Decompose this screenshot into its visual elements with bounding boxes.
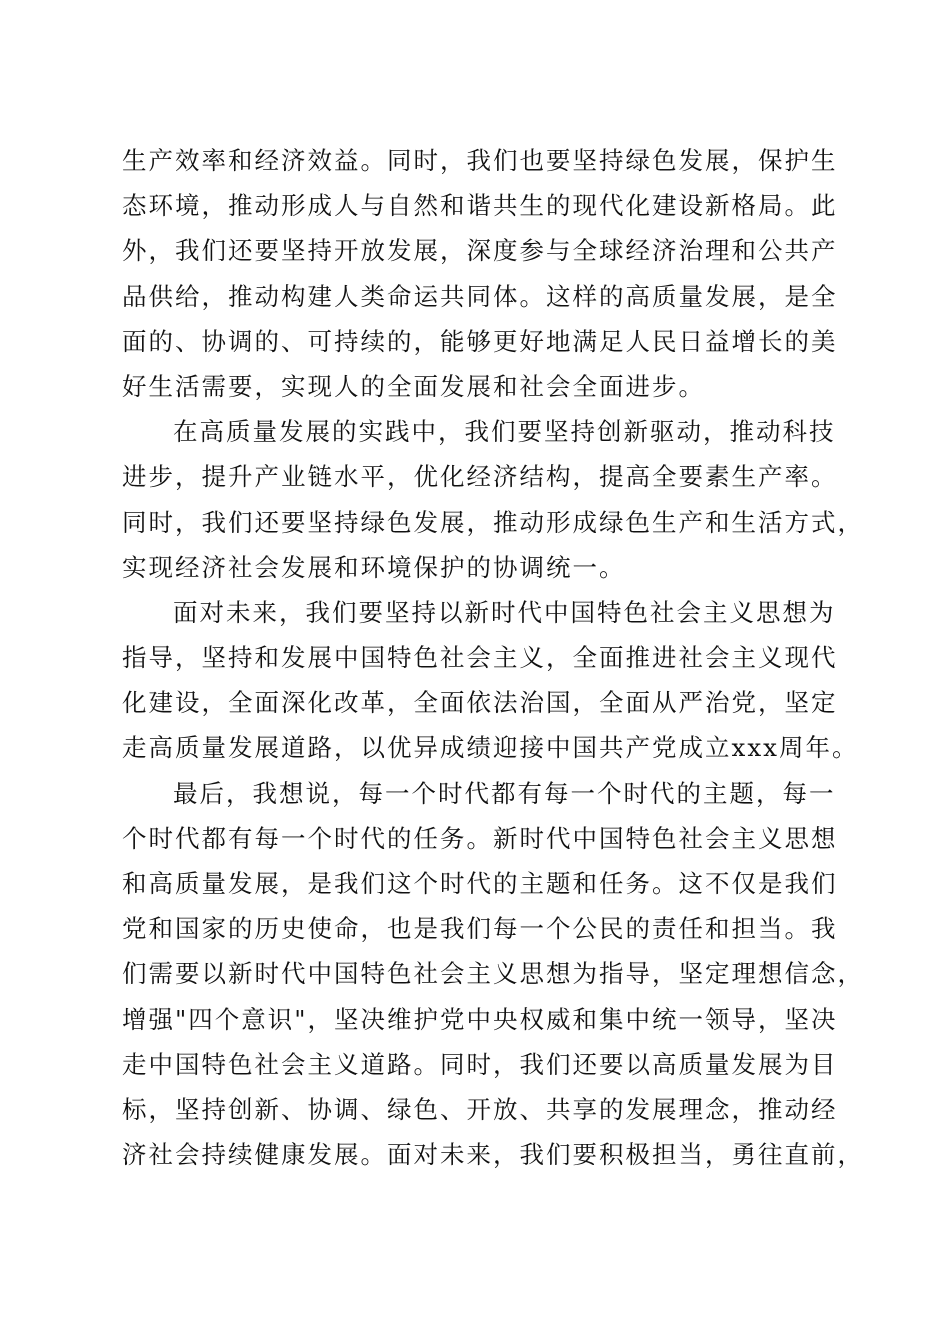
text-line: 态环境，推动形成人与自然和谐共生的现代化建设新格局。此: [122, 191, 838, 221]
text-line: 在高质量发展的实践中，我们要坚持创新驱动，推动科技: [173, 417, 836, 447]
text-line: 面的、协调的、可持续的，能够更好地满足人民日益增长的美: [122, 326, 838, 356]
text-line: 同时，我们还要坚持绿色发展，推动形成绿色生产和生活方式，: [122, 507, 864, 537]
text-line: 进步，提升产业链水平，优化经济结构，提高全要素生产率。: [122, 462, 838, 492]
text-line: 生产效率和经济效益。同时，我们也要坚持绿色发展，保护生: [122, 146, 838, 175]
text-line: 和高质量发展，是我们这个时代的主题和任务。这不仅是我们: [122, 869, 838, 898]
paragraph-1: [122, 138, 838, 409]
text-line: 最后，我想说，每一个时代都有每一个时代的主题，每一: [173, 778, 836, 808]
text-line: 化建设，全面深化改革，全面依法治国，全面从严治党，坚定: [122, 688, 838, 718]
text-line: 好生活需要，实现人的全面发展和社会全面进步。: [122, 371, 705, 401]
text-line: 面对未来，我们要坚持以新时代中国特色社会主义思想为: [173, 597, 836, 627]
text-line: 们需要以新时代中国特色社会主义思想为指导，坚定理想信念，: [122, 959, 864, 989]
text-line: 外，我们还要坚持开放发展，深度参与全球经济治理和公共产: [122, 236, 838, 266]
text-line: 标，坚持创新、协调、绿色、开放、共享的发展理念，推动经: [122, 1094, 838, 1124]
text-line: 个时代都有每一个时代的任务。新时代中国特色社会主义思想: [122, 823, 838, 853]
text-line: 党和国家的历史使命，也是我们每一个公民的责任和担当。我: [122, 914, 838, 944]
text-line: 走高质量发展道路，以优异成绩迎接中国共产党成立xxx周年。: [122, 733, 859, 763]
document-body: [122, 138, 864, 1177]
text-line: 品供给，推动构建人类命运共同体。这样的高质量发展，是全: [122, 281, 838, 311]
paragraph-4: [122, 771, 864, 1178]
paragraph-3: [122, 590, 859, 771]
paragraph-2: [122, 409, 864, 590]
text-line: 指导，坚持和发展中国特色社会主义，全面推进社会主义现代: [122, 643, 838, 673]
text-line: 济社会持续健康发展。面对未来，我们要积极担当，勇往直前，: [122, 1140, 864, 1170]
text-line: 实现经济社会发展和环境保护的协调统一。: [122, 552, 626, 582]
text-line: 走中国特色社会主义道路。同时，我们还要以高质量发展为目: [122, 1049, 838, 1079]
text-line: 增强"四个意识"，坚决维护党中央权威和集中统一领导，坚决: [122, 1004, 838, 1034]
